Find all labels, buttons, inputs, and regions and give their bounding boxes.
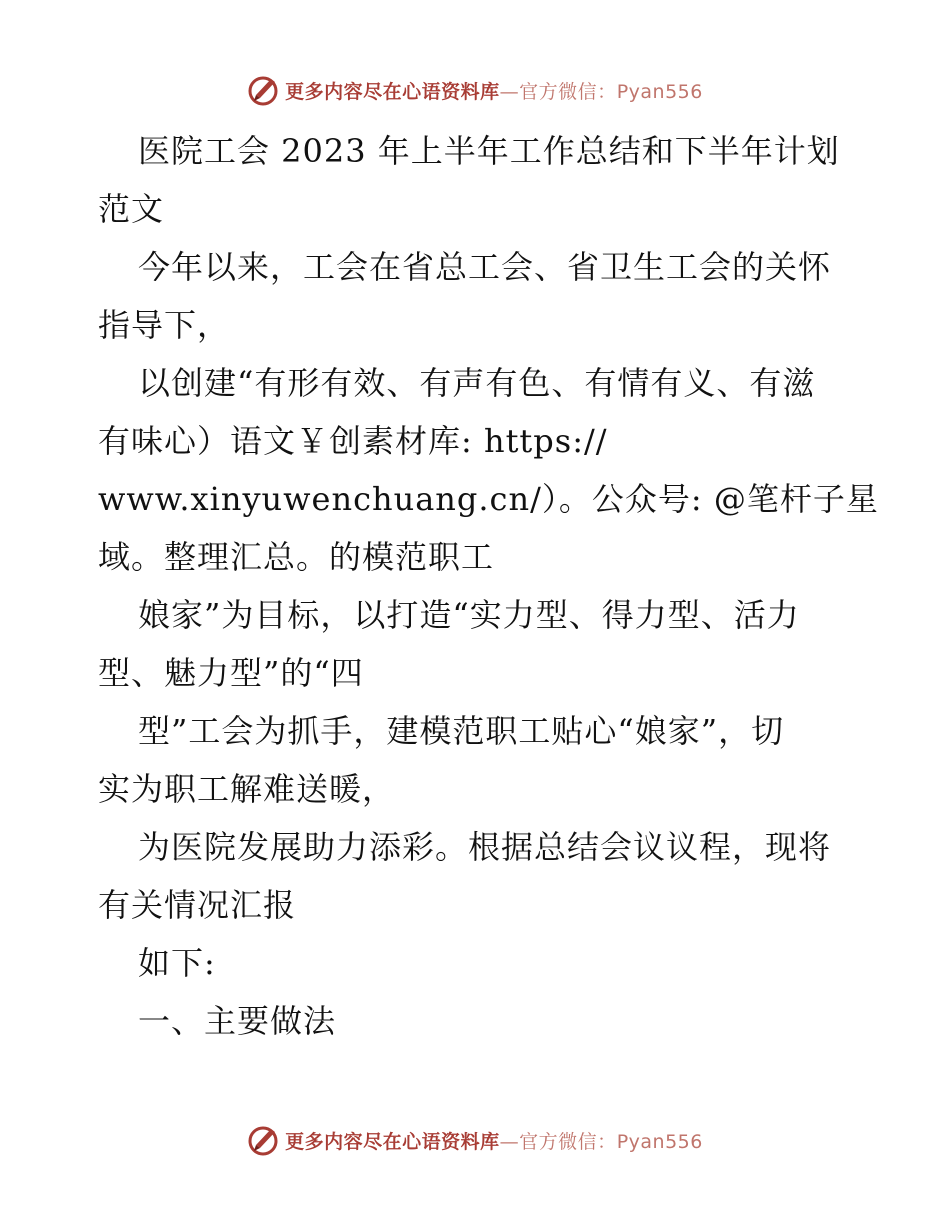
doc-line: 以创建“有形有效、有声有色、有情有义、有滋 [138,364,816,402]
doc-line: 有味心）语文￥创素材库: https:// [98,422,608,460]
doc-line: 有关情况汇报 [98,886,297,924]
doc-line: 娘家”为目标，以打造“实力型、得力型、活力 [138,596,800,634]
doc-line: 为医院发展助力添彩。根据总结会议议程，现将 [138,828,832,866]
brush-logo-icon [247,1123,281,1157]
footer-watermark-banner [0,1120,950,1160]
doc-line: 型、魅力型”的“四 [98,654,364,692]
doc-line: 型”工会为抓手，建模范职工贴心“娘家”，切 [138,712,785,750]
doc-line: 实为职工解难送暖， [98,770,396,808]
doc-line: 范文 [98,190,165,228]
banner-main-text: 更多内容尽在心语资料库 [285,1130,500,1153]
banner-official-label: 官方微信： [519,1130,617,1153]
brush-logo-icon [247,73,281,107]
doc-line: 一、主要做法 [138,1002,337,1040]
banner-dash: — [499,1130,520,1153]
document-body [98,122,879,1050]
banner-text [285,1127,703,1154]
header-watermark-banner [0,70,950,110]
doc-line: 域。整理汇总。的模范职工 [98,538,495,576]
banner-wechat-id: Pyan556 [616,80,703,103]
banner-dash: — [499,80,520,103]
doc-line: 今年以来，工会在省总工会、省卫生工会的关怀 [138,248,832,286]
banner-wechat-id: Pyan556 [616,1130,703,1153]
doc-line: 指导下， [98,306,231,344]
banner-text [285,77,703,104]
banner-main-text: 更多内容尽在心语资料库 [285,80,500,103]
doc-line: 医院工会 2023 年上半年工作总结和下半年计划 [138,132,840,170]
doc-line: www.xinyuwenchuang.cn/）。公众号: @笔杆子星 [98,480,879,518]
banner-official-label: 官方微信： [519,80,617,103]
doc-line: 如下: [138,944,216,982]
